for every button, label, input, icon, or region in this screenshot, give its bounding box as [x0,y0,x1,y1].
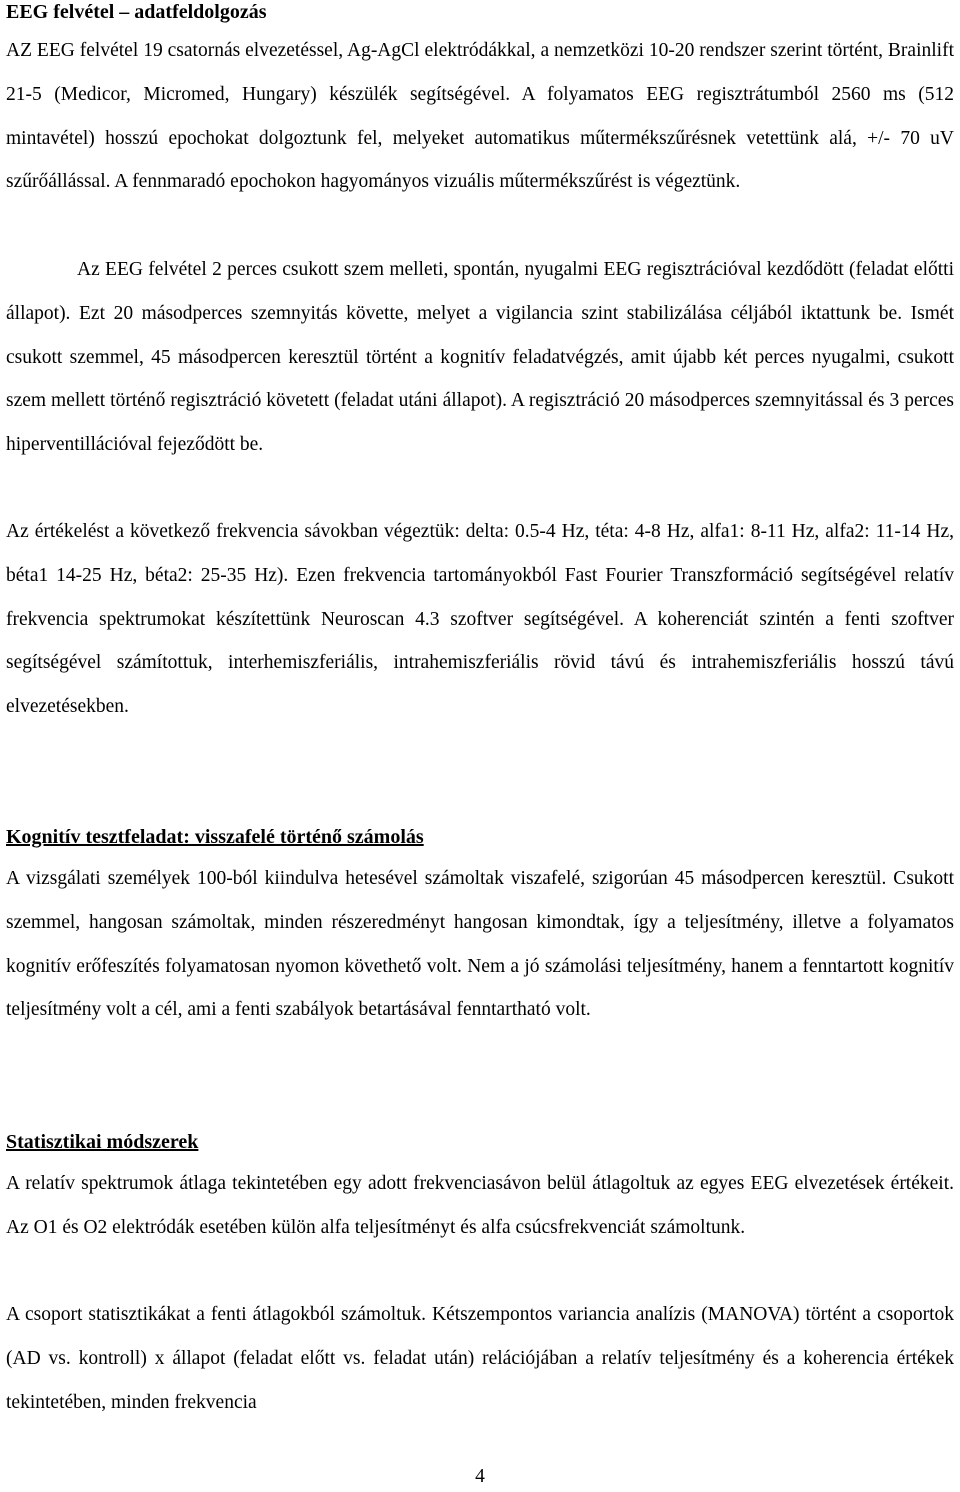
paragraph-eeg-recording: AZ EEG felvétel 19 csatornás elvezetéssel, Ag-AgCl elektródákkal, a nemzetközi 10-20 rendszer szerint történt, Brainlift 21-5 (Medicor, Micromed, Hungary) készülék segítségével. A folyamatos EEG regisztrátumból 2560 ms (512 mintavétel) hosszú epochokat dolgoztunk fel, melyeket automatikus műtermékszűrésnek vetettünk alá, +/- 70 uV szűrőállással. A fennmaradó epochokon hagyományos vizuális műtermékszűrést is végeztünk. [6,40,954,193]
paragraph-cognitive-task: A vizsgálati személyek 100-ból kiindulva hetesével számoltak viszafelé, szigorúan 45 másodpercen keresztül. Csukott szemmel, hangosan számoltak, minden részeredményt hangosan kimondtak, így a teljesítmény, illetve a folyamatos kognitív erőfeszítés folyamatosan nyomon követhető volt. Nem a jó számolási teljesítmény, hanem a fenntartott kognitív teljesítmény volt a cél, ami a fenti szabályok betartásával fenntartható volt. [6,868,954,1021]
section-heading-statistics: Statisztikai módszerek [6,1131,199,1153]
section-heading-eeg: EEG felvétel – adatfeldolgozás [6,1,267,23]
section-heading-cognitive-task: Kognitív tesztfeladat: visszafelé történő számolás [6,826,424,848]
paragraph-eeg-protocol: Az EEG felvétel 2 perces csukott szem melleti, spontán, nyugalmi EEG regisztrációval kezdődött (feladat előtti állapot). Ezt 20 másodperces szemnyitás követte, melyet a vigilancia szint stabilizálása céljából iktattunk be. Ismét csukott szemmel, 45 másodpercen keresztül történt a kognitív feladatvégzés, amit újabb két perces nyugalmi, csukott szem mellett történő regisztráció követett (feladat utáni állapot). A regisztráció 20 másodperces szemnyitással és 3 perces hiperventillációval fejeződött be. [6,259,954,456]
page-number: 4 [475,1466,485,1487]
paragraph-statistics-manova: A csoport statisztikákat a fenti átlagokból számoltuk. Kétszempontos variancia analízis (MANOVA) történt a csoportok (AD vs. kontroll) x állapot (feladat előtt vs. feladat után) relációjában a relatív teljesítmény és a koherencia értékek tekintetében, minden frekvencia [6,1304,954,1413]
paragraph-statistics-spectra: A relatív spektrumok átlaga tekintetében egy adott frekvenciasávon belül átlagoltuk az egyes EEG elvezetések értékeit. Az O1 és O2 elektródák esetében külön alfa teljesítményt és alfa csúcsfrekvenciát számoltunk. [6,1173,954,1238]
paragraph-eeg-frequency-bands: Az értékelést a következő frekvencia sávokban végeztük: delta: 0.5-4 Hz, téta: 4-8 Hz, alfa1: 8-11 Hz, alfa2: 11-14 Hz, béta1 14-25 Hz, béta2: 25-35 Hz). Ezen frekvencia tartományokból Fast Fourier Transzformáció segítségével relatív frekvencia spektrumokat készítettünk Neuroscan 4.3 szoftver segítségével. A koherenciát szintén a fenti szoftver segítségével számítottuk, interhemiszferiális, intrahemiszferiális rövid távú és intrahemiszferiális hosszú távú elvezetésekben. [6,521,954,718]
